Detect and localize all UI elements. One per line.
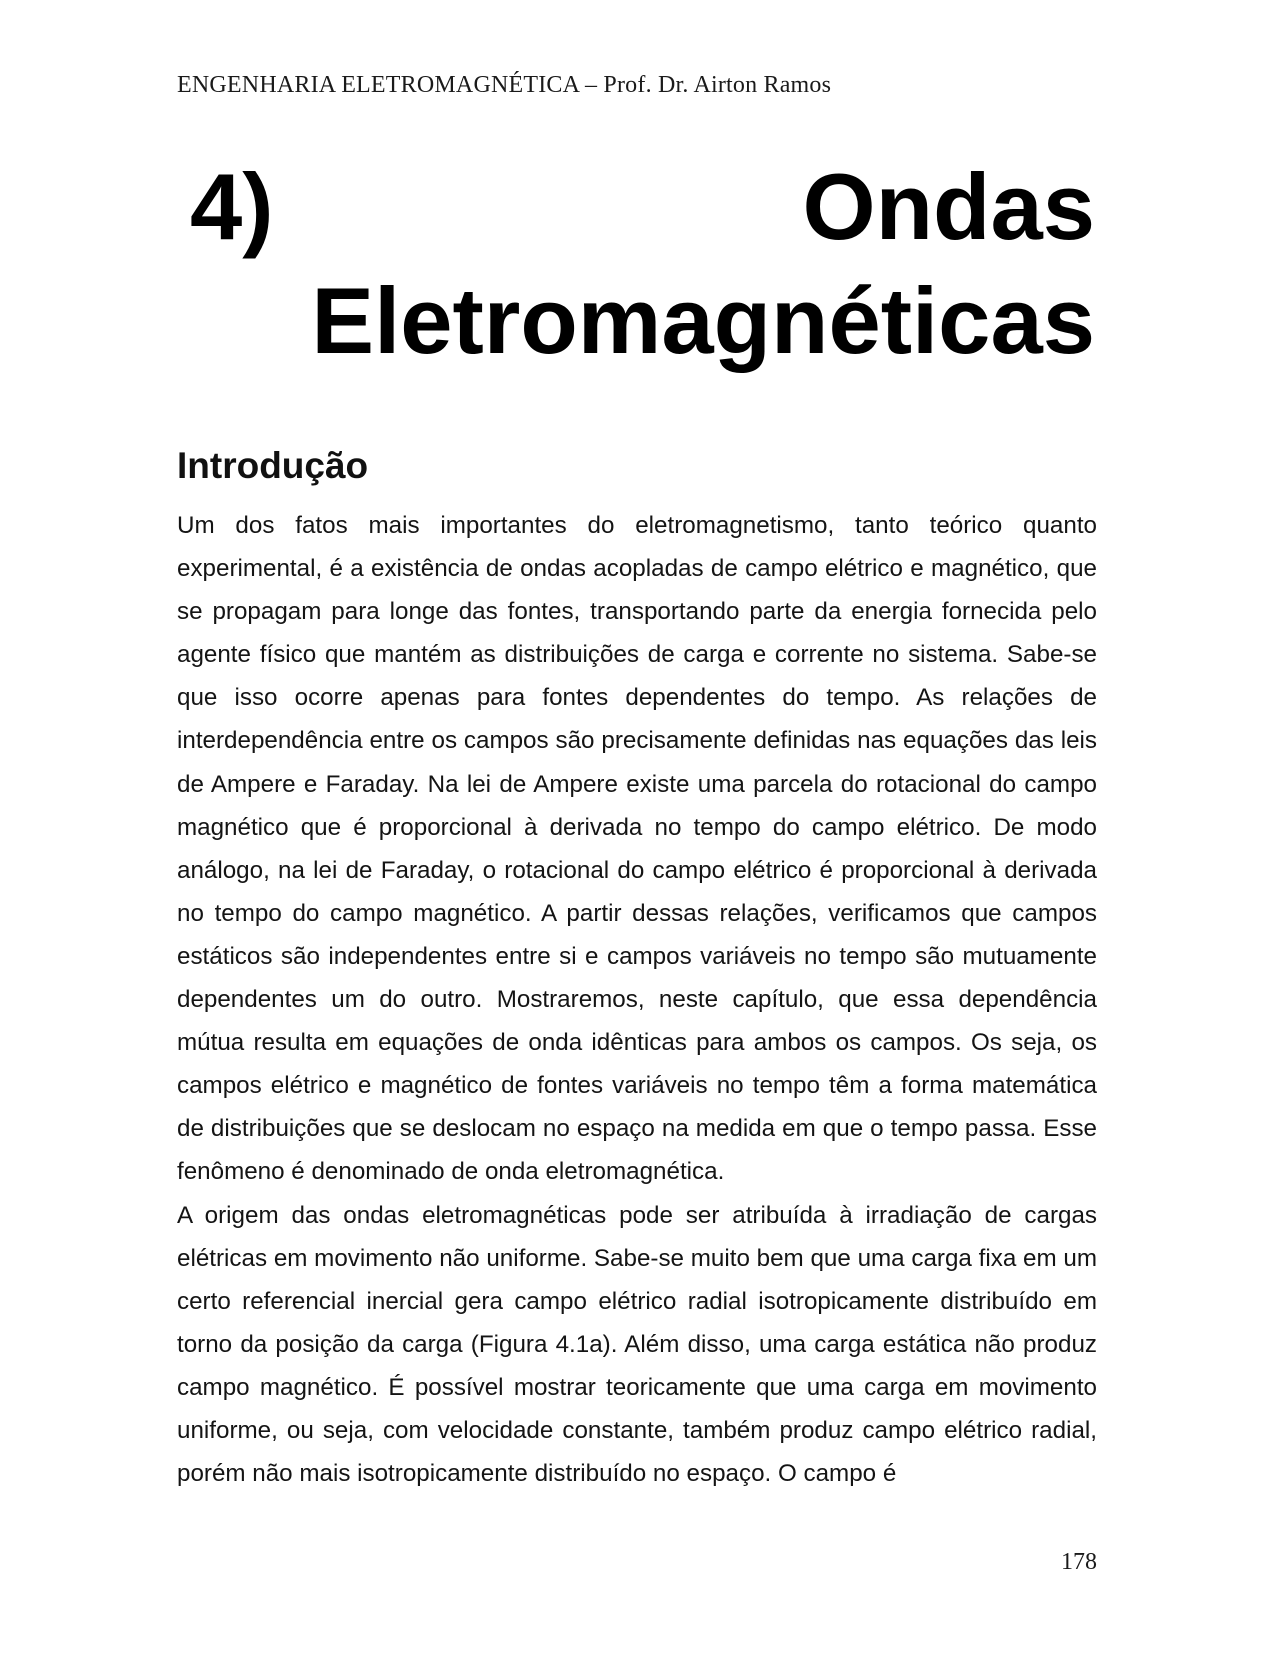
chapter-title xyxy=(190,150,1095,378)
body-text xyxy=(177,504,1097,1495)
chapter-number: 4) xyxy=(190,154,274,259)
paragraph-2: A origem das ondas eletromagnéticas pode ser atribuída à irradiação de cargas elétricas em movimento não uniforme. Sabe-se muito bem que uma carga fixa em um certo referencial inercial gera campo elétrico radial isotropicamente distribuído em torno da posição da carga (Figura 4.1a). Além disso, uma carga estática não produz campo magnético. É possível mostrar teoricamente que uma carga em movimento uniforme, ou seja, com velocidade constante, também produz campo elétrico radial, porém não mais isotropicamente distribuído no espaço. O campo é xyxy=(177,1201,1097,1488)
chapter-title-line-1 xyxy=(190,150,1095,264)
running-header: ENGENHARIA ELETROMAGNÉTICA – Prof. Dr. Airton Ramos xyxy=(177,72,832,98)
chapter-title-line-2 xyxy=(190,264,1095,378)
page-number: 178 xyxy=(1061,1549,1097,1575)
section-heading: Introdução xyxy=(177,445,369,486)
chapter-title-word-1: Ondas xyxy=(802,154,1095,259)
paragraph-1: Um dos fatos mais importantes do eletromagnetismo, tanto teórico quanto experimental, é a existência de ondas acopladas de campo elétrico e magnético, que se propagam para longe das fontes, transportando parte da energia fornecida pelo agente físico que mantém as distribuições de carga e corrente no sistema. Sabe-se que isso ocorre apenas para fontes dependentes do tempo. As relações de interdependência entre os campos são precisamente definidas nas equações das leis de Ampere e Faraday. Na lei de Ampere existe uma parcela do rotacional do campo magnético que é proporcional à derivada no tempo do campo elétrico. De modo análogo, na lei de Faraday, o rotacional do campo elétrico é proporcional à derivada no tempo do campo magnético. A partir dessas relações, verificamos que campos estáticos são independentes entre si e campos variáveis no tempo são mutuamente dependentes um do outro. Mostraremos, neste capítulo, que essa dependência mútua resulta em equações de onda idênticas para ambos os campos. Os seja, os campos elétrico e magnético de fontes variáveis no tempo têm a forma matemática de distribuições que se deslocam no espaço na medida em que o tempo passa. Esse fenômeno é denominado de onda eletromagnética. xyxy=(177,512,1097,1186)
chapter-title-word-2: Eletromagnéticas xyxy=(311,268,1095,373)
